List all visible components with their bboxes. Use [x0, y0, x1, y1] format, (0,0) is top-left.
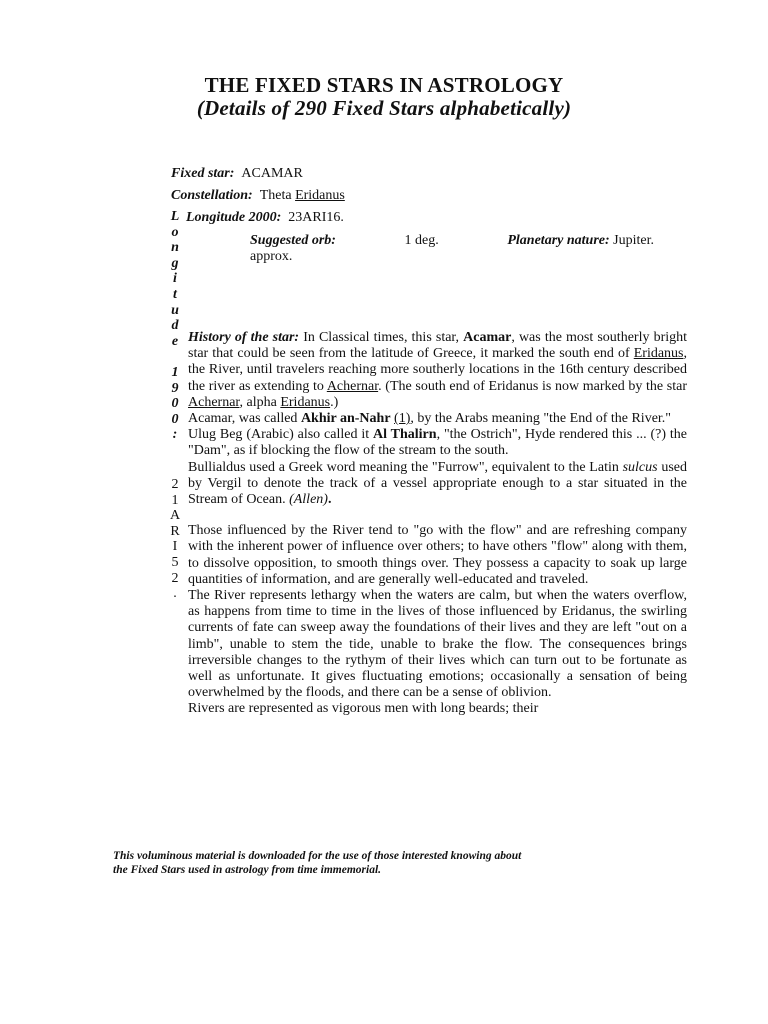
longitude-2000-field [186, 209, 344, 226]
text-run: , was the most southerly bright star that could be seen from the latitude of Greece, it marked the south end of [188, 330, 688, 362]
vertical-char: . [173, 586, 177, 602]
text-run: . [327, 492, 332, 508]
vertical-char: : [172, 427, 178, 443]
orb-block [250, 233, 654, 265]
vertical-char: i [173, 271, 177, 287]
footer-note [113, 849, 673, 877]
article-body [188, 330, 687, 718]
vertical-char: n [171, 240, 179, 256]
vertical-char: d [171, 318, 179, 334]
history-paragraph-3 [188, 427, 687, 459]
fixed-star-value: ACAMAR [241, 166, 303, 181]
footer-line-1: This voluminous material is downloaded for the use of those interested knowing about [113, 850, 522, 862]
vertical-char: e [171, 333, 179, 349]
longitude-2000-value: 23ARI16. [288, 210, 344, 225]
longitude-1900-vertical-value [168, 477, 182, 602]
fixed-star-field [171, 165, 303, 182]
vertical-char: t [173, 286, 177, 302]
vertical-char: g [171, 255, 179, 271]
arabic-name: Al Thalirn [373, 427, 437, 443]
vertical-char: 0 [171, 411, 179, 427]
vertical-char: 1 [171, 492, 179, 508]
orb-value: 1 deg. [404, 233, 439, 248]
text-run: Ulug Beg (Arabic) also called it [188, 427, 374, 443]
text-run: .) [330, 394, 339, 410]
achernar-link[interactable]: Achernar [188, 394, 240, 410]
vertical-char: I [172, 539, 178, 555]
vertical-char: 1 [171, 364, 179, 380]
history-paragraph-2 [188, 411, 687, 427]
page-title: THE FIXED STARS IN ASTROLOGY [204, 73, 564, 97]
influence-paragraph-2: The River represents lethargy when the waters are calm, but when the waters overflow, as happens from time to time in the lives of those influenced by Eridanus, the swirling currents of fate can sweep away the foundations of their lives and they are left "out on a limb", unable to stem the tide, unable to brake the flow. The consequences brings irreversible changes to the rythym of their lives which can turn out to be fortunate as well as unfortunate. It gives fluctuating emotions; occasionally a sensation of being overwhelmed by the floods, and there can be a sense of oblivion. [188, 588, 687, 701]
text-run: In Classical times, this star, [299, 330, 464, 345]
fixed-star-label: Fixed star: [171, 166, 235, 181]
history-paragraph-1 [188, 330, 687, 411]
vertical-char: A [169, 508, 181, 524]
constellation-field [171, 187, 345, 204]
planetary-nature [507, 233, 654, 249]
text-run: , alpha [239, 394, 281, 410]
text-run: , "the Ostrich", Hyde rendered this ... (?) the "Dam", as if blocking the flow of the stream to the south. [188, 427, 688, 459]
vertical-char: 2 [171, 477, 179, 492]
planetary-nature-value: Jupiter. [613, 233, 654, 248]
constellation-link[interactable]: Eridanus [295, 188, 345, 203]
vertical-char: L [170, 209, 180, 224]
text-run: , the River, until travelers reaching more southerly locations in the 16th century described the river as extending to [188, 346, 687, 394]
star-name: Acamar [463, 330, 512, 345]
longitude-1900-vertical-label [168, 209, 182, 443]
footer-line-2: the Fixed Stars used in astrology from time immemorial. [113, 864, 382, 876]
vertical-char: 2 [171, 570, 179, 586]
page-subtitle: (Details of 290 Fixed Stars alphabetically) [196, 96, 572, 120]
constellation-value: Theta [259, 188, 296, 203]
vertical-char: 0 [171, 396, 179, 412]
text-run: Acamar, was called [188, 411, 301, 427]
citation: (Allen) [289, 492, 328, 508]
vertical-char: R [170, 523, 180, 539]
text-run: Bullialdus used a Greek word meaning the "Furrow", equivalent to the Latin [188, 459, 623, 475]
history-paragraph-4 [188, 460, 687, 509]
achernar-link[interactable]: Achernar [326, 378, 379, 394]
latin-term: sulcus [622, 459, 658, 475]
vertical-spacer [168, 349, 182, 365]
arabic-name: Akhir an-Nahr [300, 411, 391, 427]
vertical-char: 9 [171, 380, 179, 396]
footnote-link[interactable]: (1) [394, 411, 411, 427]
text-run: , by the Arabs meaning "the End of the River." [410, 411, 672, 427]
history-label: History of the star: [188, 330, 300, 345]
vertical-char: o [171, 224, 179, 240]
orb-approx: approx. [250, 249, 293, 264]
constellation-label: Constellation: [171, 188, 253, 203]
text-run: used by Vergil to denote the track of a vessel appropriate enough to a star situated in the Stream of Ocean. [188, 459, 687, 508]
planetary-nature-label: Planetary nature: [507, 233, 610, 248]
eridanus-link[interactable]: Eridanus [633, 346, 684, 362]
suggested-orb-label: Suggested orb: [250, 233, 336, 248]
eridanus-link[interactable]: Eridanus [280, 394, 331, 410]
vertical-char: 5 [171, 554, 179, 570]
orb-row [250, 233, 654, 249]
longitude-2000-label: Longitude 2000: [186, 210, 282, 225]
influence-paragraph-3: Rivers are represented as vigorous men with long beards; their [188, 701, 539, 717]
paragraph-gap [188, 508, 687, 523]
vertical-char: u [171, 302, 179, 318]
influence-paragraph-1: Those influenced by the River tend to "go with the flow" and are refreshing company with the inherent power of influence over others; to have others "flow" along with them, to dissolve opposition, to smooth things over. They possess a capacity to soak up large quantities of information, and are generally well-educated and traveled. [188, 523, 687, 587]
text-run: . (The south end of Eridanus is now marked by the star [378, 378, 687, 394]
